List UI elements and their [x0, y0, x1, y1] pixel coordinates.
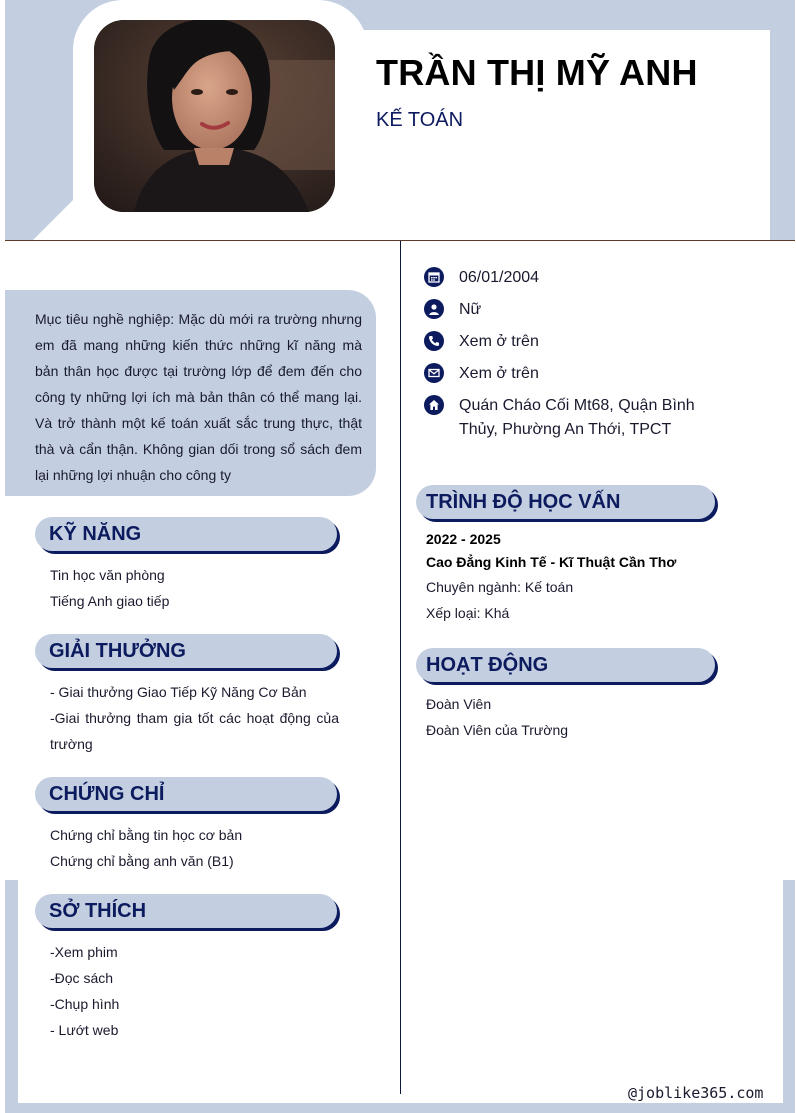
list-item: -Giai thưởng tham gia tốt các hoạt động của trường	[50, 710, 339, 752]
section-header-activities	[416, 648, 715, 682]
column-divider	[400, 241, 401, 1094]
person-icon	[424, 299, 444, 319]
profile-photo	[94, 20, 335, 212]
list-item: -Chụp hình	[50, 996, 120, 1012]
education-rank: Xếp loại: Khá	[426, 605, 510, 621]
list-item: - Giai thưởng Giao Tiếp Kỹ Năng Cơ Bản	[50, 684, 307, 700]
contact-gender	[424, 298, 481, 322]
contact-address	[424, 394, 724, 442]
home-icon	[424, 395, 444, 415]
section-header-certificates	[35, 777, 337, 811]
mail-icon	[424, 363, 444, 383]
job-title: KẾ TOÁN	[376, 109, 464, 131]
list-item: Chứng chỉ bằng anh văn (B1)	[50, 853, 234, 869]
contact-birthday	[424, 266, 539, 290]
list-item: - Lướt web	[50, 1022, 119, 1038]
section-title: KỸ NĂNG	[49, 523, 142, 545]
section-header-hobbies	[35, 894, 337, 928]
skills-list	[50, 562, 169, 614]
education-major: Chuyên ngành: Kế toán	[426, 579, 574, 595]
list-item: Đoàn Viên	[426, 696, 492, 712]
frame-right-band	[783, 880, 795, 1113]
awards-list	[50, 679, 339, 757]
watermark: @joblike365.com	[628, 1084, 764, 1102]
candidate-name: TRẦN THỊ MỸ ANH	[376, 52, 698, 93]
contact-phone	[424, 330, 539, 354]
education-school: Cao Đẳng Kinh Tế - Kĩ Thuật Cần Thơ	[426, 554, 677, 570]
list-item: Chứng chỉ bằng tin học cơ bản	[50, 827, 243, 843]
hobbies-list	[50, 939, 119, 1043]
list-item: Tiếng Anh giao tiếp	[50, 593, 170, 609]
address-value: Quán Cháo Cối Mt68, Quận Bình Thủy, Phường An Thới, TPCT	[459, 397, 695, 438]
section-title: SỞ THÍCH	[49, 900, 147, 922]
objective-box	[5, 290, 376, 496]
frame-left-band	[5, 880, 18, 1113]
certificates-list	[50, 822, 242, 874]
phone-icon	[424, 331, 444, 351]
section-title: CHỨNG CHỈ	[49, 783, 165, 805]
frame-bottom-band	[5, 1103, 795, 1113]
list-item: -Đọc sách	[50, 970, 114, 986]
section-header-skills	[35, 517, 337, 551]
calendar-icon	[424, 267, 444, 287]
activities-list	[426, 691, 568, 743]
education-years: 2022 - 2025	[426, 531, 501, 547]
section-title: GIẢI THƯỞNG	[49, 640, 186, 662]
section-header-education	[416, 485, 715, 519]
list-item: Đoàn Viên của Trường	[426, 722, 569, 738]
list-item: Tin học văn phòng	[50, 567, 165, 583]
objective-text: Mục tiêu nghề nghiệp: Mặc dù mới ra trường nhưng em đã mang những kiến thức những kĩ năng mà bản thân học được tại trường lớp để đem đến cho công ty những lợi ích mà bản thân có thể mang lại. Và trở thành một kế toán xuất sắc trung thực, thật thà và cẩn thận. Không gian dối trong sổ sách đem lại những lợi nhuận cho công ty	[35, 311, 362, 483]
section-title: HOẠT ĐỘNG	[426, 654, 549, 676]
contact-email	[424, 362, 539, 386]
email-value: Xem ở trên	[459, 365, 539, 382]
list-item: -Xem phim	[50, 944, 118, 960]
birthday-value: 06/01/2004	[459, 269, 540, 286]
phone-value: Xem ở trên	[459, 333, 539, 350]
section-header-awards	[35, 634, 337, 668]
section-title: TRÌNH ĐỘ HỌC VẤN	[426, 491, 621, 513]
gender-value: Nữ	[459, 301, 482, 318]
